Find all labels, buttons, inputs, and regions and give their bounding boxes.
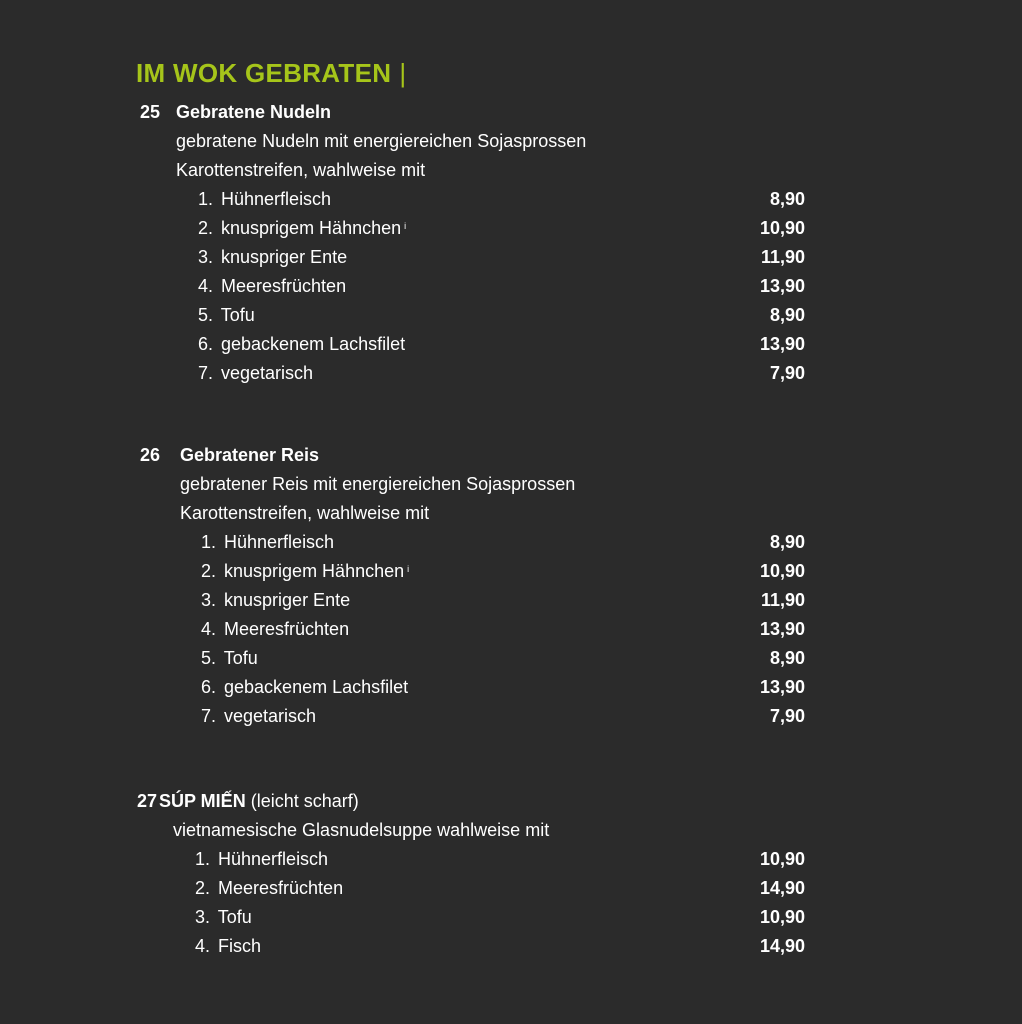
option-row — [201, 702, 805, 731]
option-number: 4. — [198, 276, 214, 296]
option-label: Meeresfrüchten — [221, 276, 347, 296]
dish-header — [140, 441, 319, 470]
option-row — [198, 243, 805, 272]
option-row — [198, 359, 805, 388]
dish-name: Gebratene Nudeln — [176, 102, 332, 122]
option-row — [201, 586, 805, 615]
option-row — [195, 874, 805, 903]
option-label: Meeresfrüchten — [218, 878, 344, 898]
option-number: 2. — [195, 878, 211, 898]
option-row — [198, 185, 805, 214]
option-price: 10,90 — [759, 561, 805, 581]
option-label: Hühnerfleisch — [221, 189, 332, 209]
option-row — [201, 644, 805, 673]
option-price: 8,90 — [769, 648, 805, 668]
option-row — [198, 330, 805, 359]
option-price: 13,90 — [759, 677, 805, 697]
option-label: Tofu — [223, 648, 258, 668]
option-price: 13,90 — [759, 619, 805, 639]
option-label: knuspriger Ente — [224, 590, 351, 610]
option-label: knusprigem Hähnchen — [224, 561, 405, 581]
option-number: 5. — [201, 648, 217, 668]
option-number: 4. — [201, 619, 217, 639]
option-price: 13,90 — [759, 334, 805, 354]
option-label: Fisch — [218, 936, 262, 956]
option-row — [195, 845, 805, 874]
option-price: 8,90 — [769, 189, 805, 209]
option-number: 2. — [198, 218, 214, 238]
option-price: 7,90 — [769, 363, 805, 383]
option-price: 10,90 — [759, 849, 805, 869]
option-row — [195, 932, 805, 961]
option-row — [201, 557, 805, 586]
dish-header — [137, 787, 359, 816]
option-number: 5. — [198, 305, 214, 325]
option-number: 2. — [201, 561, 217, 581]
dish-description: gebratene Nudeln mit energiereichen Sojasprossen — [176, 131, 587, 151]
option-label: Tofu — [217, 907, 252, 927]
option-row — [195, 903, 805, 932]
dish-name: Gebratener Reis — [180, 445, 320, 465]
option-number: 6. — [201, 677, 217, 697]
option-label: Tofu — [220, 305, 255, 325]
option-number: 4. — [195, 936, 211, 956]
option-label: vegetarisch — [224, 706, 317, 726]
option-label: vegetarisch — [221, 363, 314, 383]
option-row — [201, 528, 805, 557]
option-label: knusprigem Hähnchen — [221, 218, 402, 238]
option-price: 8,90 — [769, 532, 805, 552]
option-price: 11,90 — [760, 590, 805, 610]
option-row — [198, 272, 805, 301]
option-price: 10,90 — [759, 907, 805, 927]
option-label: gebackenem Lachsfilet — [224, 677, 409, 697]
section-title — [136, 56, 406, 90]
option-label: knuspriger Ente — [221, 247, 348, 267]
dish-number: 27 — [137, 791, 158, 811]
option-number: 6. — [198, 334, 214, 354]
option-number: 3. — [198, 247, 214, 267]
option-price: 8,90 — [769, 305, 805, 325]
dish-number: 25 — [140, 102, 161, 122]
dish-spice-note: (leicht scharf) — [250, 791, 359, 811]
dish-header — [140, 98, 331, 127]
option-row — [198, 301, 805, 330]
option-label: Hühnerfleisch — [218, 849, 329, 869]
dish-name: SÚP MIẾN — [159, 791, 246, 811]
option-row — [201, 673, 805, 702]
option-price: 14,90 — [759, 878, 805, 898]
option-row — [201, 615, 805, 644]
option-number: 3. — [195, 907, 211, 927]
option-number: 3. — [201, 590, 217, 610]
dish-description: Karottenstreifen, wahlweise mit — [180, 503, 430, 523]
section-title-text: IM WOK GEBRATEN — [136, 58, 392, 88]
title-divider: | — [399, 58, 407, 88]
option-price: 7,90 — [769, 706, 805, 726]
dish-description: vietnamesische Glasnudelsuppe wahlweise mit — [173, 820, 550, 840]
option-row — [198, 214, 805, 243]
dish-number: 26 — [140, 445, 161, 465]
option-label: Meeresfrüchten — [224, 619, 350, 639]
option-price: 14,90 — [759, 936, 805, 956]
option-number: 1. — [198, 189, 214, 209]
option-number: 1. — [201, 532, 217, 552]
option-footnote-marker: i — [407, 564, 410, 574]
option-price: 13,90 — [759, 276, 805, 296]
option-label: Hühnerfleisch — [224, 532, 335, 552]
dish-description: gebratener Reis mit energiereichen Sojasprossen — [180, 474, 576, 494]
option-number: 1. — [195, 849, 211, 869]
option-label: gebackenem Lachsfilet — [221, 334, 406, 354]
option-price: 11,90 — [760, 247, 805, 267]
option-number: 7. — [198, 363, 214, 383]
option-footnote-marker: i — [404, 221, 407, 231]
dish-description: Karottenstreifen, wahlweise mit — [176, 160, 426, 180]
option-number: 7. — [201, 706, 217, 726]
option-price: 10,90 — [759, 218, 805, 238]
